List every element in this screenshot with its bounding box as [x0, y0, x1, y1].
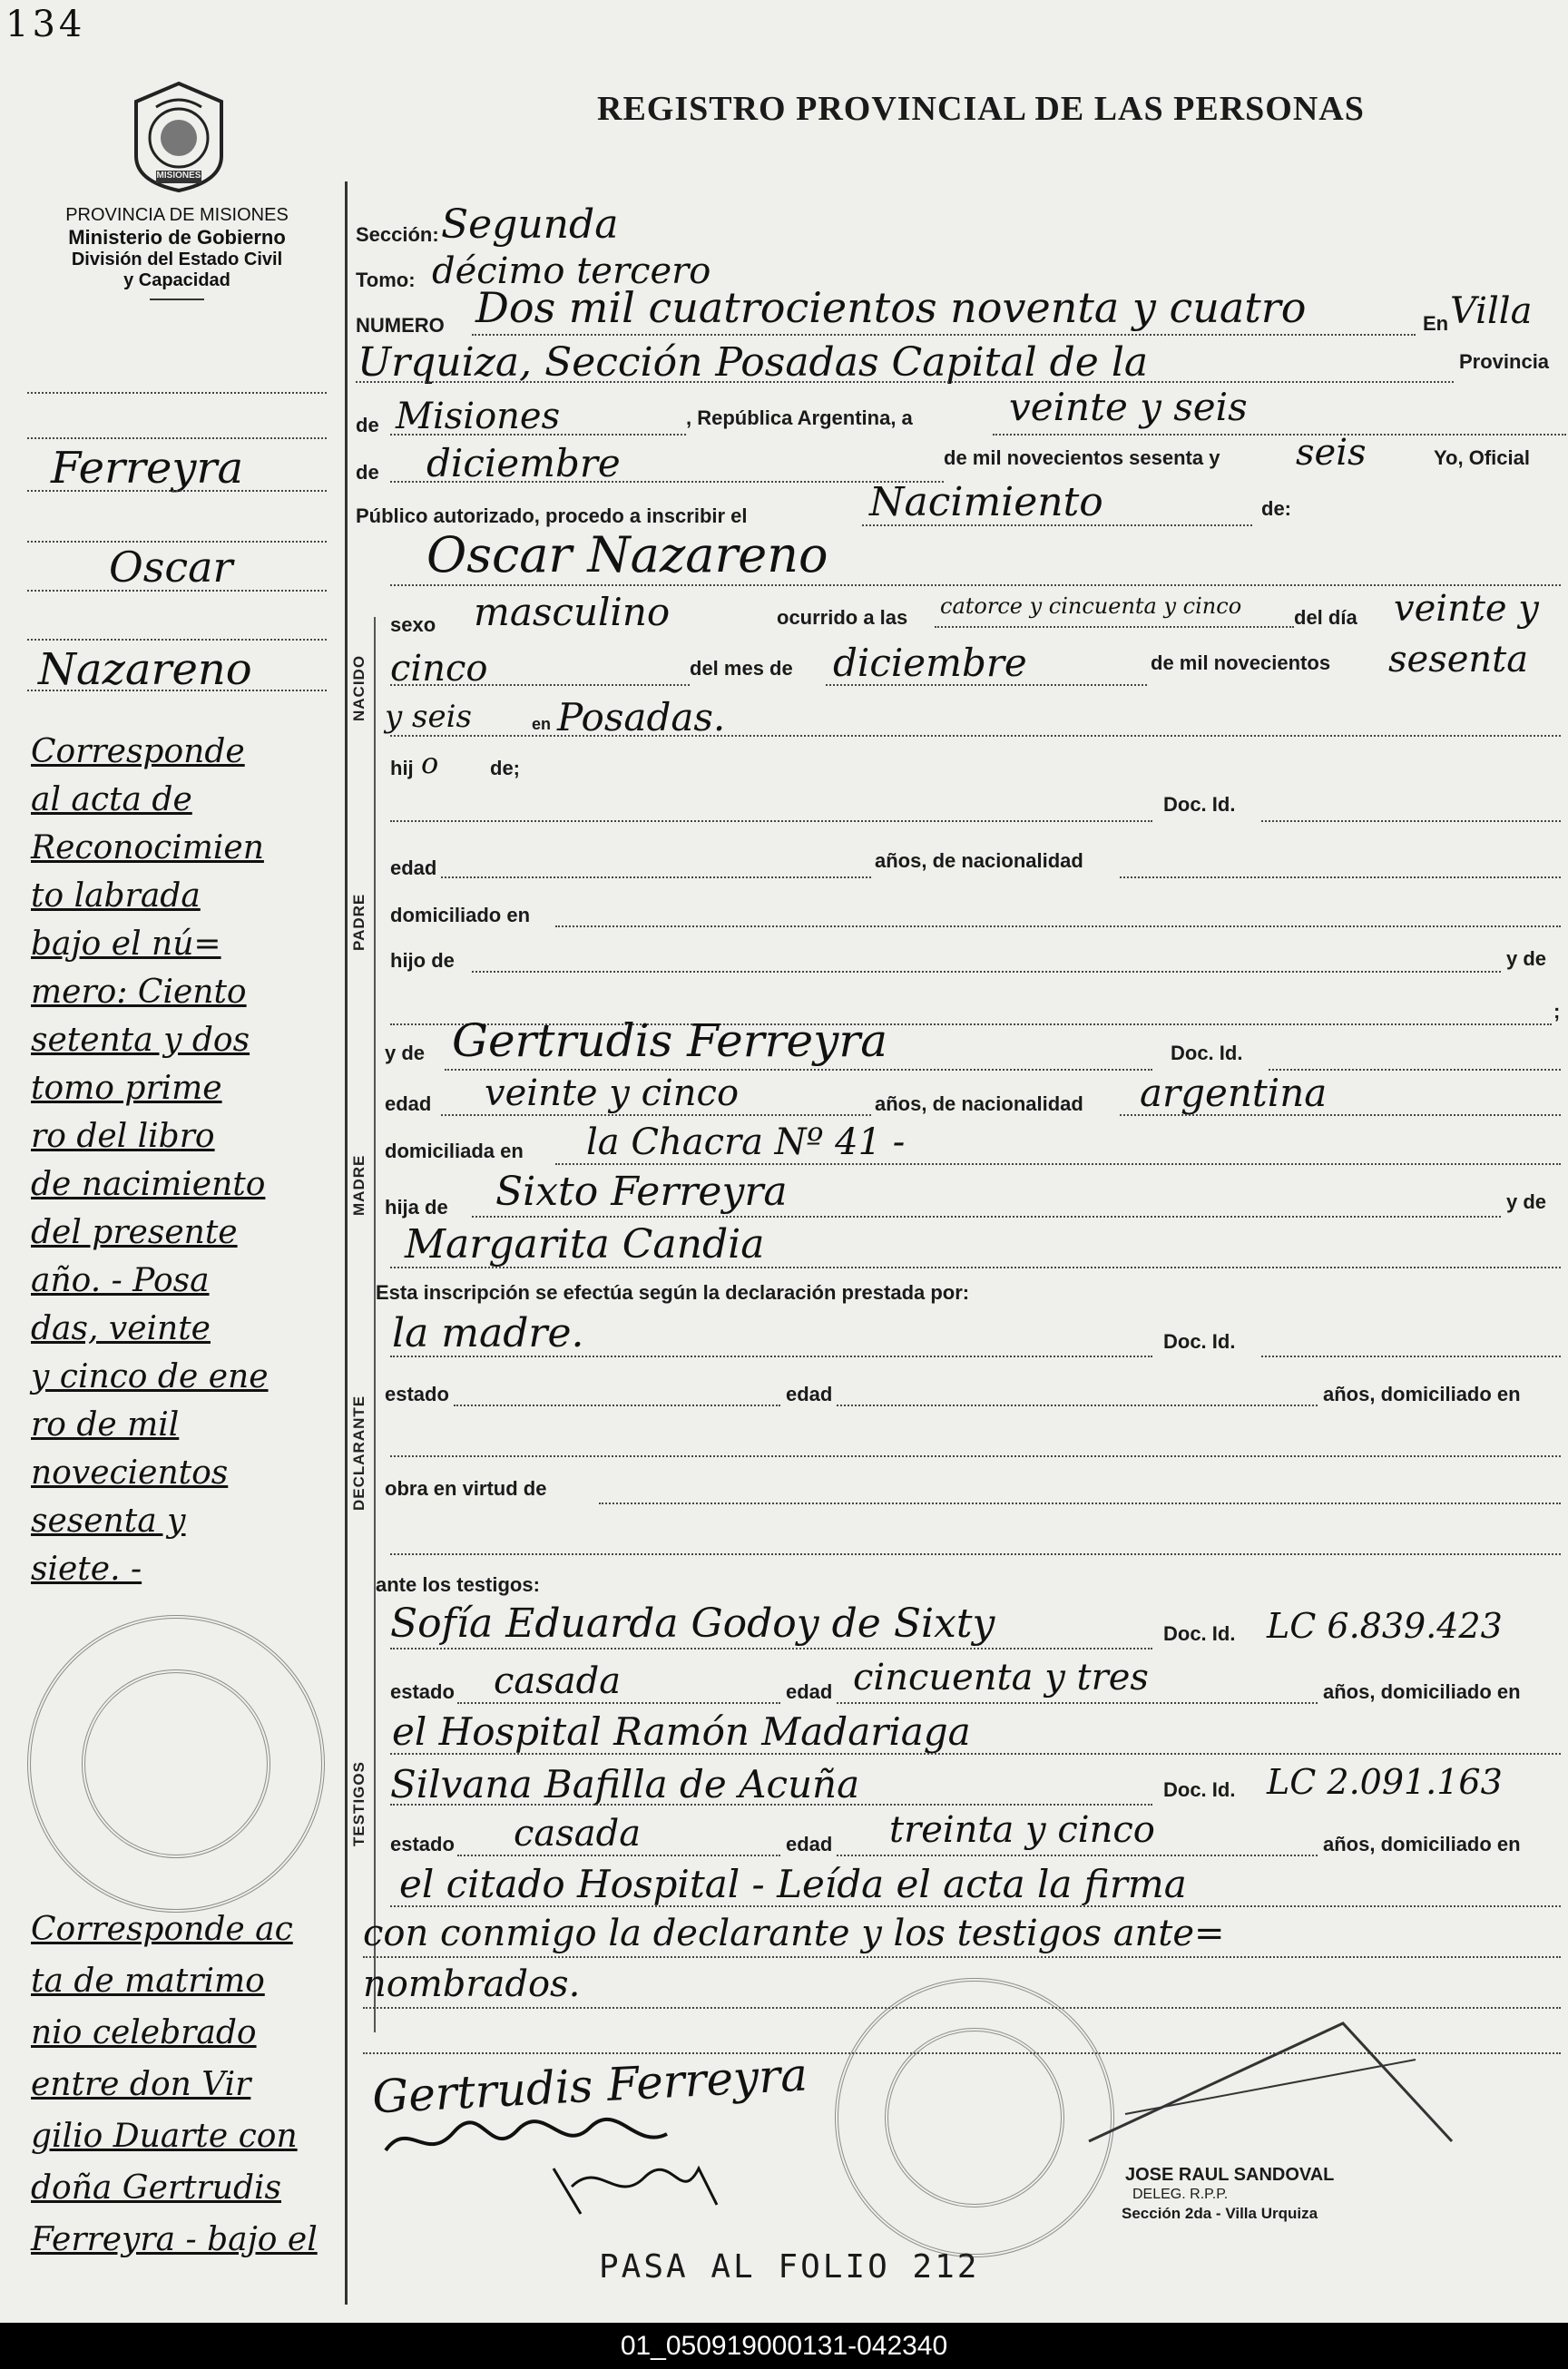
label-republica: , República Argentina, a: [686, 406, 913, 429]
margin-note-line: bajo el nú=: [31, 925, 221, 963]
image-footer-id: 01_050919000131-042340: [0, 2323, 1568, 2369]
label-dom-t2: años, domiciliado en: [1323, 1833, 1521, 1855]
provincial-seal-icon: [129, 80, 229, 194]
margin-note-line: de nacimiento: [31, 1166, 266, 1203]
label-edad-decl: edad: [786, 1383, 833, 1405]
section-madre: MADRE: [350, 1154, 368, 1216]
margin-note-line: Corresponde: [31, 733, 245, 770]
margin-note-line: novecientos: [31, 1454, 229, 1492]
margin-nombre1: Oscar: [109, 543, 233, 592]
label-publico: Público autorizado, procedo a inscribir el: [356, 504, 748, 527]
label-provincia: Provincia: [1459, 350, 1550, 373]
value-testigo2-edad: treinta y cinco: [889, 1809, 1155, 1851]
value-dia-nac: veinte y: [1394, 588, 1539, 630]
value-testigo2-dom: el citado Hospital - Leída el acta la firma: [399, 1862, 1187, 1906]
margin-note-line: tomo prime: [31, 1070, 222, 1107]
value-sexo: masculino: [474, 590, 671, 634]
value-anio-nac2: y seis: [385, 699, 472, 735]
pasa-al-folio: PASA AL FOLIO 212: [599, 2248, 980, 2286]
label-de-1: de: [356, 414, 379, 436]
org-line4: y Capacidad: [123, 270, 230, 290]
org-line3: División del Estado Civil: [71, 250, 283, 269]
label-semicolon-padre: ;: [1553, 1000, 1561, 1023]
label-edad-padre: edad: [390, 857, 437, 879]
value-anio: seis: [1296, 432, 1367, 474]
registry-stamp-inner-icon: [82, 1669, 270, 1858]
section-testigos: TESTIGOS: [350, 1761, 368, 1846]
label-estado-decl: estado: [385, 1383, 449, 1405]
value-tomo: décimo tercero: [432, 250, 711, 292]
value-testigo1-estado: casada: [494, 1660, 622, 1702]
value-en: Villa: [1450, 290, 1533, 332]
margin-note-line: mero: Ciento: [31, 974, 247, 1011]
label-de-semicolon: de;: [490, 757, 520, 779]
value-madre-dom: la Chacra Nº 41 -: [586, 1121, 906, 1163]
org-line2: Ministerio de Gobierno: [68, 226, 286, 249]
value-lugar: Urquiza, Sección Posadas Capital de la: [358, 339, 1149, 386]
label-doc-id-t2: Doc. Id.: [1163, 1778, 1236, 1801]
margin-note-line: del presente: [31, 1214, 238, 1251]
value-testigo1-doc: LC 6.839.423: [1267, 1606, 1503, 1646]
value-hora: catorce y cincuenta y cinco: [940, 593, 1242, 619]
margin-note-line: ta de matrimo: [31, 1963, 265, 2000]
value-testigo2-estado: casada: [514, 1813, 642, 1855]
label-dom-decl: años, domiciliado en: [1323, 1383, 1521, 1405]
label-hijo: hij: [390, 757, 414, 779]
label-numero: NUMERO: [356, 314, 445, 337]
margin-note-line: sesenta y: [31, 1503, 186, 1540]
value-acto: Nacimiento: [869, 479, 1103, 525]
margin-note-line: año. - Posa: [31, 1262, 210, 1299]
margin-note-line: siete. -: [31, 1551, 142, 1588]
registry-stamp2-inner-icon: [885, 2028, 1064, 2207]
stamp-official-name: JOSE RAUL SANDOVAL: [1125, 2165, 1335, 2185]
label-yo-oficial: Yo, Oficial: [1434, 446, 1530, 469]
value-anio-nac: sesenta: [1388, 639, 1529, 680]
margin-note-line: nio celebrado: [31, 2014, 257, 2051]
margin-note-line: y cinco de ene: [31, 1358, 269, 1395]
label-dom-padre: domiciliado en: [390, 904, 531, 926]
value-madre-madre: Margarita Candia: [405, 1221, 765, 1268]
label-y-de-madre2: y de: [1506, 1190, 1547, 1213]
page-title: REGISTRO PROVINCIAL DE LAS PERSONAS: [597, 90, 1365, 128]
label-dom-t1: años, domiciliado en: [1323, 1680, 1521, 1703]
label-estado-t2: estado: [390, 1833, 455, 1855]
org-line1: PROVINCIA DE MISIONES: [65, 205, 289, 225]
value-mes-nac: diciembre: [833, 641, 1027, 685]
label-de-2: de: [356, 461, 379, 484]
stamp-official-section: Sección 2da - Villa Urquiza: [1122, 2205, 1318, 2222]
value-seccion: Segunda: [441, 201, 619, 248]
margin-note-line: entre don Vir: [31, 2066, 251, 2103]
value-lugar-nac: Posadas.: [557, 695, 726, 739]
margin-note-line: ro del libro: [31, 1118, 215, 1155]
stamp-official-title: DELEG. R.P.P.: [1132, 2187, 1229, 2202]
label-del-dia: del día: [1294, 606, 1357, 629]
margin-note-line: das, veinte: [31, 1310, 211, 1347]
label-mil-nov: de mil novecientos sesenta y: [944, 446, 1220, 469]
margin-note-line: to labrada: [31, 877, 201, 915]
signature-official-icon: [1071, 2005, 1470, 2150]
value-provincia: Misiones: [396, 396, 561, 437]
section-column-rule: [374, 617, 376, 2032]
margin-note-line: setenta y dos: [31, 1022, 250, 1059]
label-del-mes: del mes de: [690, 657, 793, 680]
value-madre-padre: Sixto Ferreyra: [495, 1169, 788, 1215]
label-inscripcion: Esta inscripción se efectúa según la declaración prestada por:: [376, 1281, 970, 1304]
label-hijo-de-padre: hijo de: [390, 949, 455, 972]
value-madre-nombre: Gertrudis Ferreyra: [452, 1014, 888, 1067]
section-nacido: NACIDO: [350, 654, 368, 721]
value-declarante: la madre.: [392, 1310, 584, 1356]
value-mes: diciembre: [426, 441, 621, 485]
label-estado-t1: estado: [390, 1680, 455, 1703]
value-testigo1-edad: cincuenta y tres: [853, 1657, 1149, 1698]
section-padre: PADRE: [350, 893, 368, 951]
value-testigo2: Silvana Bafilla de Acuña: [390, 1762, 860, 1806]
label-tomo: Tomo:: [356, 269, 416, 291]
label-ante: ante los testigos:: [376, 1573, 540, 1596]
signature-declarante: Gertrudis Ferreyra: [370, 2048, 809, 2124]
margin-note-line: doña Gertrudis: [31, 2169, 281, 2207]
label-sexo: sexo: [390, 613, 436, 636]
margin-note-line: Reconocimien: [31, 829, 264, 866]
value-numero: Dos mil cuatrocientos noventa y cuatro: [475, 283, 1307, 332]
margin-note-line: ro de mil: [31, 1406, 180, 1444]
label-edad-t2: edad: [786, 1833, 833, 1855]
label-doc-id-t1: Doc. Id.: [1163, 1622, 1236, 1645]
value-testigo1: Sofía Eduarda Godoy de Sixty: [390, 1601, 995, 1647]
label-edad-madre: edad: [385, 1092, 432, 1115]
signature-witness2-icon: [544, 2150, 726, 2223]
value-madre-edad: veinte y cinco: [485, 1072, 740, 1114]
section-declarante: DECLARANTE: [350, 1395, 368, 1511]
value-madre-nac: argentina: [1140, 1071, 1328, 1115]
value-cierre2: nombrados.: [363, 1963, 581, 2005]
label-de-colon: de:: [1261, 497, 1291, 520]
seal-text: MISIONES: [156, 171, 201, 181]
label-edad-t1: edad: [786, 1680, 833, 1703]
label-en-lower: en: [532, 715, 552, 733]
label-en: En: [1423, 312, 1449, 335]
label-hija-de: hija de: [385, 1196, 448, 1219]
margin-note-line: Ferreyra - bajo el: [31, 2221, 318, 2258]
margin-apellido: Ferreyra: [51, 443, 244, 494]
label-obra: obra en virtud de: [385, 1477, 547, 1500]
margin-note-line: Corresponde ac: [31, 1911, 293, 1948]
margin-nombre2: Nazareno: [38, 644, 252, 695]
page-number: 134: [5, 4, 86, 45]
label-y-de-madre: y de: [385, 1042, 426, 1064]
label-ocurrido: ocurrido a las: [777, 606, 908, 629]
value-hijo-suffix: o: [421, 746, 439, 780]
value-dia: veinte y seis: [1009, 385, 1248, 429]
value-testigo1-dom: el Hospital Ramón Madariaga: [392, 1709, 971, 1754]
label-doc-id-padre: Doc. Id.: [1163, 793, 1236, 816]
label-nac-madre: años, de nacionalidad: [875, 1092, 1083, 1115]
label-doc-id-decl: Doc. Id.: [1163, 1330, 1236, 1353]
label-de-mil-nov: de mil novecientos: [1151, 651, 1331, 674]
value-nombre: Oscar Nazareno: [426, 526, 828, 583]
left-column-rule: [345, 181, 348, 2305]
label-nac-padre: años, de nacionalidad: [875, 849, 1083, 872]
label-doc-id-madre: Doc. Id.: [1171, 1042, 1243, 1064]
label-dom-madre: domiciliada en: [385, 1140, 524, 1162]
label-y-de-padre: y de: [1506, 947, 1547, 970]
margin-note-line: gilio Duarte con: [31, 2118, 298, 2155]
margin-note-line: al acta de: [31, 781, 192, 818]
value-testigo2-doc: LC 2.091.163: [1267, 1762, 1503, 1802]
label-seccion: Sección:: [356, 223, 439, 246]
value-cierre1: con conmigo la declarante y los testigos ante=: [363, 1913, 1225, 1954]
value-dia-nac2: cinco: [390, 648, 488, 690]
